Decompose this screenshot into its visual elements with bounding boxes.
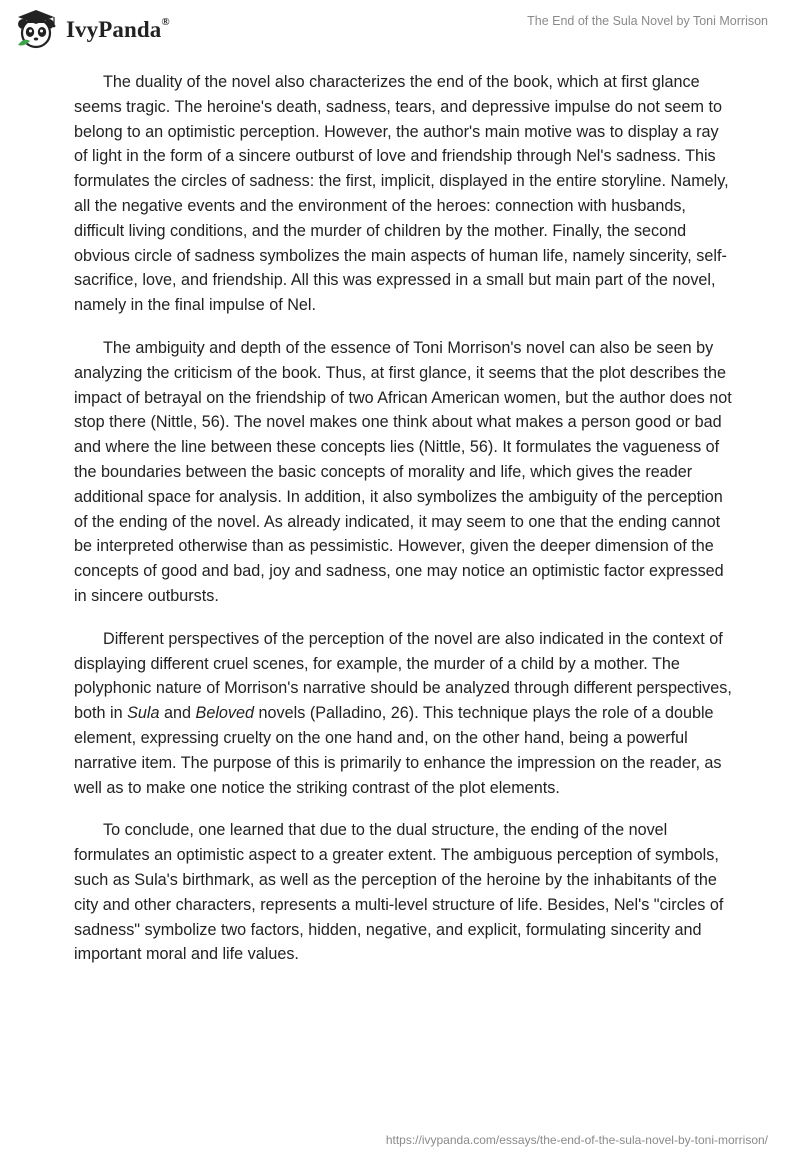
paragraph: Different perspectives of the perception of the novel are also indicated in the context of displaying different cruel scenes, for example, the murder of a child by a mother. The polyphonic nature of Morrison's narrative should be analyzed through different perspectives, both in Sula and Beloved novels (Palladino, 26). This technique plays the role of a double element, expressing cruelty on the one hand and, on the other hand, being a powerful narrative item. The purpose of this is primarily to enhance the impression on the reader, as well as to make one notice the striking contrast of the plot elements. bbox=[74, 629, 732, 797]
brand-name: IvyPanda® bbox=[66, 16, 170, 42]
panda-graduation-cap-icon bbox=[14, 9, 60, 49]
paragraph: The duality of the novel also characterizes the end of the book, which at first glance seems tragic. The heroine's death, sadness, tears, and depressive impulse do not seem to belong to an optimistic perception. However, the author's main motive was to display a ray of light in the form of a sincere outburst of love and friendship through Nel's sadness. This formulates the circles of sadness: the first, implicit, displayed in the entire storyline. Namely, all the negative events and the environment of the heroes: connection with husbands, difficult living conditions, and the murder of children by the mother. Finally, the second obvious circle of sadness symbolizes the main aspects of human life, namely sincerity, self-sacrifice, love, and friendship. All this was expressed in a small but main part of the novel, namely in the final impulse of Nel. bbox=[74, 73, 729, 315]
essay-body bbox=[74, 70, 734, 985]
ivypanda-logo[interactable] bbox=[14, 9, 170, 49]
book-title-beloved: Beloved bbox=[195, 704, 255, 723]
document-title: The End of the Sula Novel by Toni Morrison bbox=[527, 14, 768, 28]
source-url-link[interactable]: https://ivypanda.com/essays/the-end-of-the-sula-novel-by-toni-morrison/ bbox=[385, 1133, 768, 1147]
paragraph: The ambiguity and depth of the essence of Toni Morrison's novel can also be seen by analyzing the criticism of the book. Thus, at first glance, it seems that the plot describes the impact of betrayal on the friendship of two African American women, but the author does not stop there (Nittle, 56). The novel makes one think about what makes a person good or bad and where the line between these concepts lies (Nittle, 56). It formulates the vagueness of the boundaries between the basic concepts of morality and life, which gives the reader additional space for analysis. In addition, it also symbolizes the ambiguity of the perception of the ending of the novel. As already indicated, it may seem to one that the ending cannot be interpreted otherwise than as pessimistic. However, given the deeper dimension of the concepts of good and bad, joy and sadness, one may notice an optimistic factor expressed in sincere outbursts. bbox=[74, 338, 732, 605]
page-header bbox=[0, 0, 800, 60]
paragraph: To conclude, one learned that due to the dual structure, the ending of the novel formulates an optimistic aspect to a greater extent. The ambiguous perception of symbols, such as Sula's birthmark, as well as the perception of the heroine by the inhabitants of the city and other characters, represents a multi-level structure of life. Besides, Nel's "circles of sadness" symbolize two factors, hidden, negative, and explicit, formulating sincerity and important moral and life values. bbox=[74, 821, 724, 964]
book-title-sula: Sula bbox=[127, 704, 160, 723]
